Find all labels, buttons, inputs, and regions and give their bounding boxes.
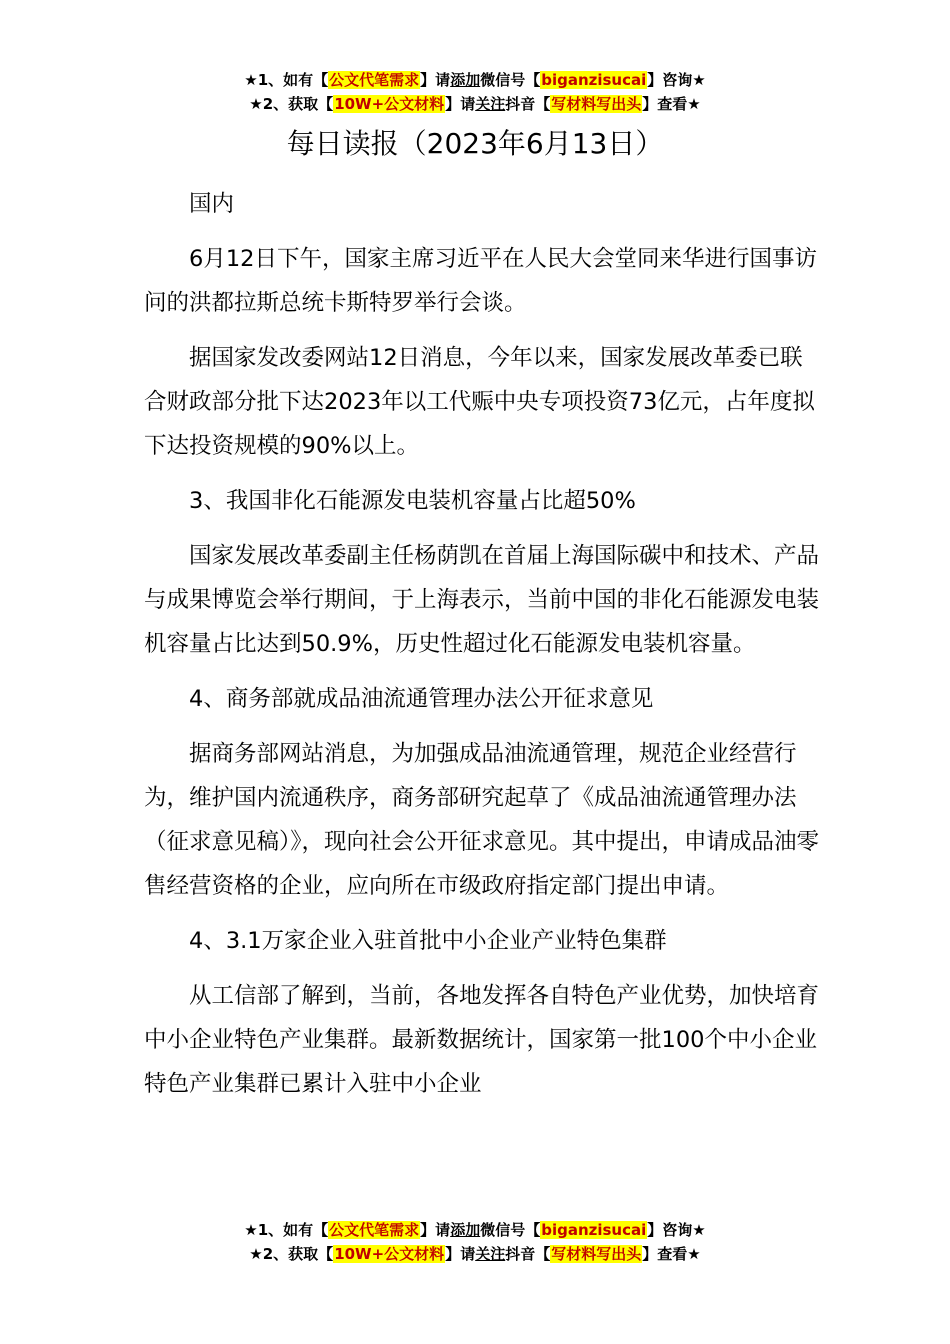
highlight-wechat-id: biganzisucai [541,1221,647,1239]
banner-text: 】咨询★ [647,71,706,89]
footer-banner [0,1218,950,1266]
paragraph-domestic-heading: 国内 [189,191,235,217]
paragraph-heading-oil: 4、商务部就成品油流通管理办法公开征求意见 [189,686,654,712]
paragraph-oil: 据商务部网站消息，为加强成品油流通管理，规范企业经营行为，维护国内流通秩序，商务部研究起草了《成品油流通管理办法（征求意见稿）》，现向社会公开征求意见。其中提出，申请成品油零售经营资格的企业，应向所在市级政府指定部门提出申请。 [144,741,820,899]
banner-text: 】请 [445,95,476,113]
header-banner [0,68,950,116]
banner-text: 抖音【 [505,1245,551,1263]
banner-text: 】请 [420,1221,451,1239]
highlight-materials: 10W+公文材料 [334,95,445,113]
banner-text: 】请 [445,1245,476,1263]
banner-text: 】咨询★ [647,1221,706,1239]
banner-underlined-text: 添加 [450,1221,481,1239]
document-title: 每日读报（2023年6月13日） [286,127,664,160]
banner-text: ★1、如有【 [244,1221,329,1239]
banner-text: 】查看★ [642,95,701,113]
highlight-materials: 10W+公文材料 [334,1245,445,1263]
banner-text: ★2、获取【 [249,95,334,113]
document-body [144,182,820,1106]
highlight-wechat-id: biganzisucai [541,71,647,89]
banner-line-2 [0,1242,950,1266]
banner-line-2 [0,92,950,116]
paragraph-energy: 国家发展改革委副主任杨荫凯在首届上海国际碳中和技术、产品与成果博览会举行期间，于上海表示，当前中国的非化石能源发电装机容量占比达到50.9%，历史性超过化石能源发电装机容量。 [144,543,820,657]
highlight-ghostwriting: 公文代笔需求 [329,1221,420,1239]
banner-text: 抖音【 [505,95,551,113]
paragraph-heading-clusters: 4、3.1万家企业入驻首批中小企业产业特色集群 [189,928,667,954]
banner-underlined-text: 关注 [475,95,506,113]
banner-text: 】查看★ [642,1245,701,1263]
highlight-ghostwriting: 公文代笔需求 [329,71,420,89]
paragraph-investment: 据国家发改委网站12日消息，今年以来，国家发展改革委已联合财政部分批下达2023年以工代赈中央专项投资73亿元，占年度拟下达投资规模的90%以上。 [144,345,815,459]
banner-line-1 [0,1218,950,1242]
banner-text: 微信号【 [480,71,541,89]
paragraph-heading-energy: 3、我国非化石能源发电装机容量占比超50% [189,488,636,514]
highlight-douyin-account: 写材料写出头 [551,95,642,113]
banner-text: 】请 [420,71,451,89]
banner-text: ★2、获取【 [249,1245,334,1263]
banner-text: 微信号【 [480,1221,541,1239]
paragraph-state-visit: 6月12日下午，国家主席习近平在人民大会堂同来华进行国事访问的洪都拉斯总统卡斯特罗举行会谈。 [144,246,817,316]
banner-underlined-text: 关注 [475,1245,506,1263]
paragraph-clusters: 从工信部了解到，当前，各地发挥各自特色产业优势，加快培育中小企业特色产业集群。最新数据统计，国家第一批100个中小企业特色产业集群已累计入驻中小企业 [144,983,820,1097]
highlight-douyin-account: 写材料写出头 [551,1245,642,1263]
banner-underlined-text: 添加 [450,71,481,89]
banner-line-1 [0,68,950,92]
banner-text: ★1、如有【 [244,71,329,89]
